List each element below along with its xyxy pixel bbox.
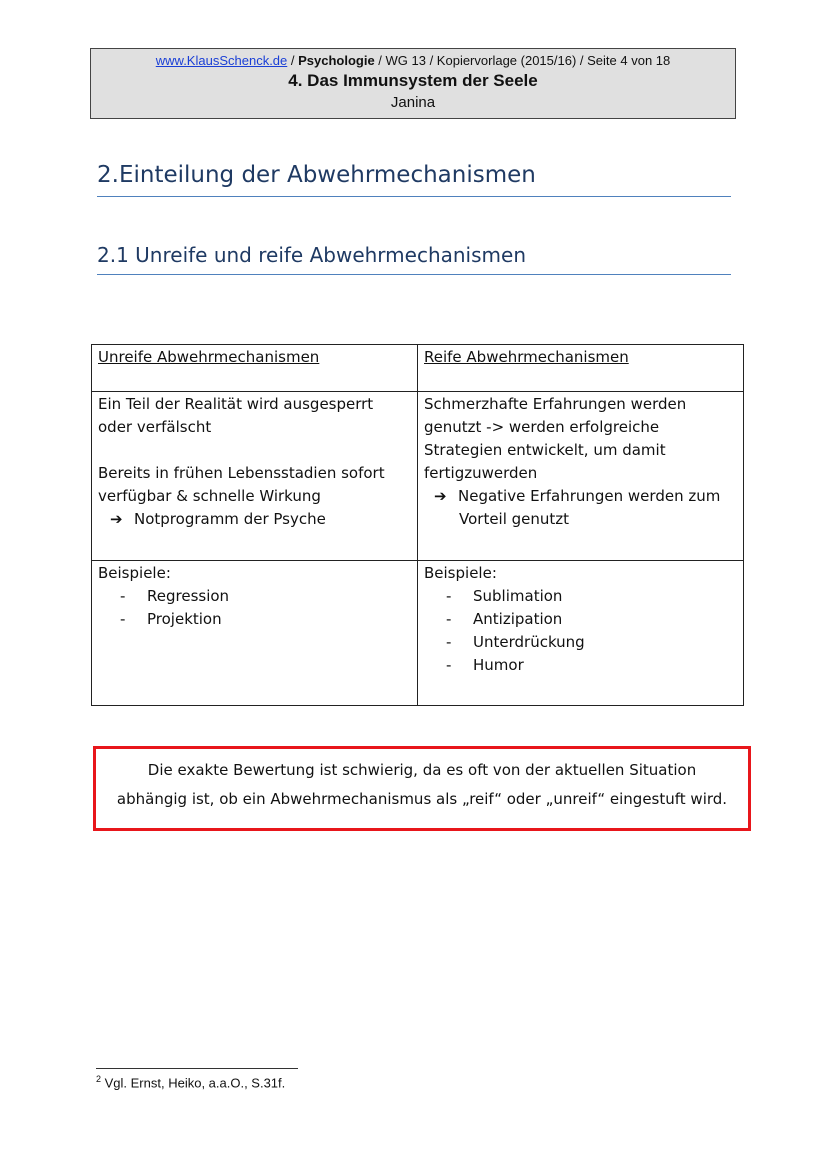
right-arrow-text: Negative Erfahrungen werden zum (458, 487, 721, 505)
dash-icon: - (446, 587, 452, 605)
highlighted-note-box (93, 746, 751, 831)
header-sep: / (287, 53, 299, 68)
section-heading: 2.Einteilung der Abwehrmechanismen (97, 160, 731, 197)
subsection-heading: 2.1 Unreife und reife Abwehrmechanismen (97, 242, 731, 275)
right-arrow-continuation: Vorteil genutzt (459, 510, 570, 528)
example-text: Sublimation (473, 587, 563, 605)
right-desc-line: Strategien entwickelt, um damit (424, 441, 666, 459)
header-author: Janina (390, 94, 436, 111)
examples-label: Beispiele: (98, 564, 171, 582)
left-arrow-point (98, 508, 411, 531)
dash-icon: - (446, 656, 452, 674)
footnote-text: Vgl. Ernst, Heiko, a.a.O., S.31f. (101, 1075, 286, 1091)
example-text: Regression (147, 587, 230, 605)
note-line: Die exakte Bewertung ist schwierig, da es oft von der aktuellen Situation (147, 761, 697, 779)
left-header: Unreife Abwehrmechanismen (98, 348, 320, 366)
list-item (120, 608, 411, 631)
left-arrow-text: Notprogramm der Psyche (134, 510, 326, 528)
arrow-icon: ➔ (110, 510, 123, 528)
example-text: Unterdrückung (473, 633, 585, 651)
right-desc-line: Schmerzhafte Erfahrungen werden (424, 395, 687, 413)
right-examples-cell (418, 561, 744, 706)
page-header (90, 48, 736, 119)
right-header: Reife Abwehrmechanismen (424, 348, 629, 366)
example-text: Antizipation (473, 610, 563, 628)
list-item (120, 585, 411, 608)
table-description-row (92, 392, 744, 561)
blank-line (98, 439, 411, 462)
example-text: Projektion (147, 610, 222, 628)
left-desc-line: Ein Teil der Realität wird ausgesperrt (98, 395, 374, 413)
header-title: 4. Das Immunsystem der Seele (288, 71, 538, 90)
note-line: abhängig ist, ob ein Abwehrmechanismus als „reif“ oder „unreif“ eingestuft wird. (116, 790, 728, 808)
right-examples-list (424, 585, 737, 677)
examples-label: Beispiele: (424, 564, 497, 582)
arrow-icon: ➔ (434, 487, 447, 505)
left-desc-line: Bereits in frühen Lebensstadien sofort (98, 464, 385, 482)
left-examples-list (98, 585, 411, 631)
header-meta-line (91, 53, 735, 69)
right-desc-line: fertigzuwerden (424, 464, 538, 482)
right-arrow-point (424, 485, 737, 508)
dash-icon: - (446, 633, 452, 651)
comparison-table (91, 344, 744, 706)
table-examples-row (92, 561, 744, 706)
footnote-number: 2 (96, 1074, 102, 1084)
header-subject: Psychologie (298, 53, 375, 68)
list-item (446, 654, 737, 677)
table-header-cell-left (92, 345, 418, 392)
dash-icon: - (446, 610, 452, 628)
dash-icon: - (120, 587, 126, 605)
list-item (446, 608, 737, 631)
left-examples-cell (92, 561, 418, 706)
right-description-cell (418, 392, 744, 561)
left-desc-line: oder verfälscht (98, 418, 212, 436)
example-text: Humor (473, 656, 524, 674)
right-desc-line: genutzt -> werden erfolgreiche (424, 418, 660, 436)
site-link[interactable]: www.KlausSchenck.de (155, 53, 288, 68)
left-description-cell (92, 392, 418, 561)
list-item (446, 585, 737, 608)
table-header-cell-right (418, 345, 744, 392)
header-rest: / WG 13 / Kopiervorlage (2015/16) / Seite 4 von 18 (374, 53, 671, 68)
list-item (446, 631, 737, 654)
footnote-separator (96, 1068, 298, 1069)
dash-icon: - (120, 610, 126, 628)
table-header-row (92, 345, 744, 392)
footnote (96, 1074, 285, 1090)
left-desc-line: verfügbar & schnelle Wirkung (98, 487, 321, 505)
